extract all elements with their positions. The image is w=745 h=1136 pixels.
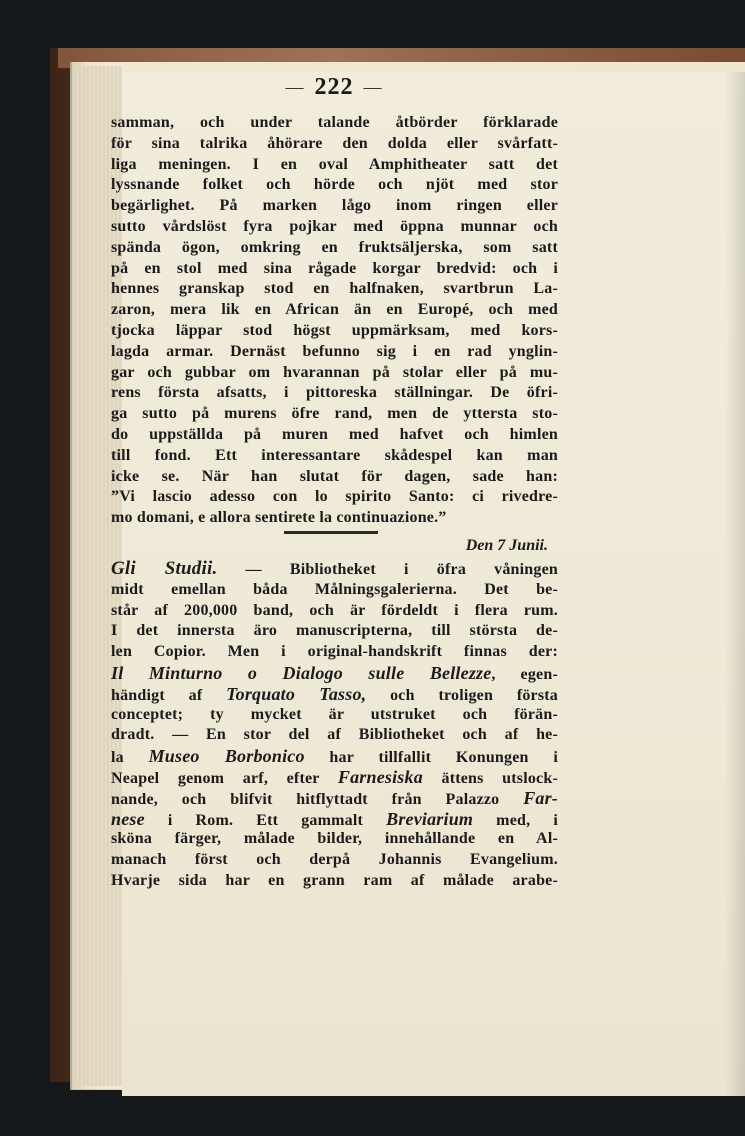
text-line (111, 642, 558, 663)
text-line (111, 684, 558, 705)
text-fragment: manach först och derpå Johannis Evangelium. (111, 851, 558, 869)
text-line: samman, och under talande åtbörder förklarade (111, 114, 558, 131)
page-shadow (725, 72, 745, 1096)
text-line: rens första afsatts, i pittoreska ställningar. De öfri- (111, 384, 558, 402)
text-line: do uppställda på muren med hafvet och himlen (111, 425, 558, 443)
section-gli-studii (111, 559, 558, 892)
text-fragment: nande, och blifvit hitflyttadt från Palazzo (111, 790, 524, 808)
section-title: Gli Studii. (111, 559, 218, 579)
text-fragment: med, i (473, 811, 558, 829)
text-fragment: la (111, 749, 149, 767)
text-line (111, 767, 558, 788)
text-line: tjocka läppar stod högst uppmärksam, med kors- (111, 321, 558, 339)
text-line: sutto vårdslöst fyra pojkar med öppna munnar och (111, 217, 558, 235)
text-line: ga sutto på murens öfre rand, men de yttersta sto- (111, 405, 558, 423)
italic-term: nese (111, 808, 145, 829)
text-line: gar och gubbar om hvarannan på stolar eller på mu- (111, 363, 558, 381)
italic-term: Museo Borbonico (148, 746, 305, 767)
text-line: hennes granskap stod en halfnaken, svartbrun La- (111, 280, 558, 298)
text-fragment: conceptet; ty mycket är utstruket och förän- (111, 705, 558, 723)
text-line: begärlighet. På marken lågo inom ringen eller (111, 197, 558, 215)
italic-term: Breviarium (386, 808, 474, 829)
text-line (111, 580, 558, 601)
page-header (114, 72, 554, 102)
text-fragment: står af 200,000 band, och är fördeldt i flera rum. (111, 601, 558, 619)
text-line: lagda armar. Dernäst befunno sig i en rad ynglin- (111, 342, 558, 360)
text-line: icke se. När han slutat för dagen, sade han: (111, 467, 558, 485)
header-dash-left: — (285, 76, 305, 97)
page-number: 222 (314, 73, 354, 100)
section-divider (284, 531, 378, 534)
text-line (111, 850, 558, 871)
text-line: mo domani, e allora sentirete la continuazione.” (111, 509, 447, 527)
text-line (111, 601, 558, 622)
text-fragment: dradt. — En stor del af Bibliotheket och af he- (111, 726, 558, 744)
italic-term: Il Minturno o Dialogo sulle Bellezze (111, 662, 492, 683)
section-title-line (111, 559, 558, 580)
text-fragment: Neapel genom arf, efter (111, 769, 338, 787)
text-fragment: midt emellan båda Målningsgalerierna. Det be- (111, 580, 558, 598)
text-line: zaron, mera lik en African än en Europé, och med (111, 301, 558, 319)
text-fragment: har tillfallit Konungen i (304, 749, 558, 767)
date-heading: Den 7 Junii. (465, 537, 548, 554)
text-line: på en stol med sina rågade korgar bredvid: och i (111, 259, 558, 277)
text-fragment: , egen- (491, 665, 558, 683)
text-line (111, 871, 558, 892)
text-fragment: och troligen första (366, 686, 558, 704)
text-line (111, 725, 558, 746)
text-line: till fond. Ett interessantare skådespel kan man (111, 446, 558, 464)
paragraph-one (111, 113, 558, 529)
italic-term: Torquato Tasso, (226, 683, 367, 704)
text-line: för sina talrika åhörare den dolda eller svårfatt- (111, 134, 558, 152)
text-line (111, 663, 558, 684)
text-line (111, 621, 558, 642)
text-line: lyssnande folket och hörde och njöt med stor (111, 176, 558, 194)
text-line: ”Vi lascio adesso con lo spirito Santo: ci rivedre- (111, 488, 558, 506)
text-line (111, 746, 558, 767)
text-line (111, 829, 558, 850)
italic-term: Far- (523, 787, 558, 808)
text-line: spända ögon, omkring en fruktsäljerska, som satt (111, 238, 558, 256)
text-fragment: len Copior. Men i original-handskrift finnas der: (111, 643, 558, 661)
text-fragment: — Bibliotheket i öfra våningen (217, 561, 558, 578)
text-fragment: I det innersta äro manuscripterna, till största de- (111, 622, 558, 640)
text-fragment: ättens utslock- (422, 769, 558, 787)
text-line (111, 705, 558, 726)
text-line: liga meningen. I en oval Amphitheater satt det (111, 155, 558, 173)
header-dash-right: — (363, 76, 383, 97)
text-fragment: Hvarje sida har en grann ram af målade arabe- (111, 871, 558, 889)
text-line (111, 809, 558, 830)
text-line (111, 788, 558, 809)
italic-term: Farnesiska (337, 766, 423, 787)
text-fragment: sköna färger, målade bilder, innehållande en Al- (111, 830, 558, 848)
text-fragment: i Rom. Ett gammalt (144, 811, 387, 829)
text-fragment: händigt af (111, 686, 227, 704)
